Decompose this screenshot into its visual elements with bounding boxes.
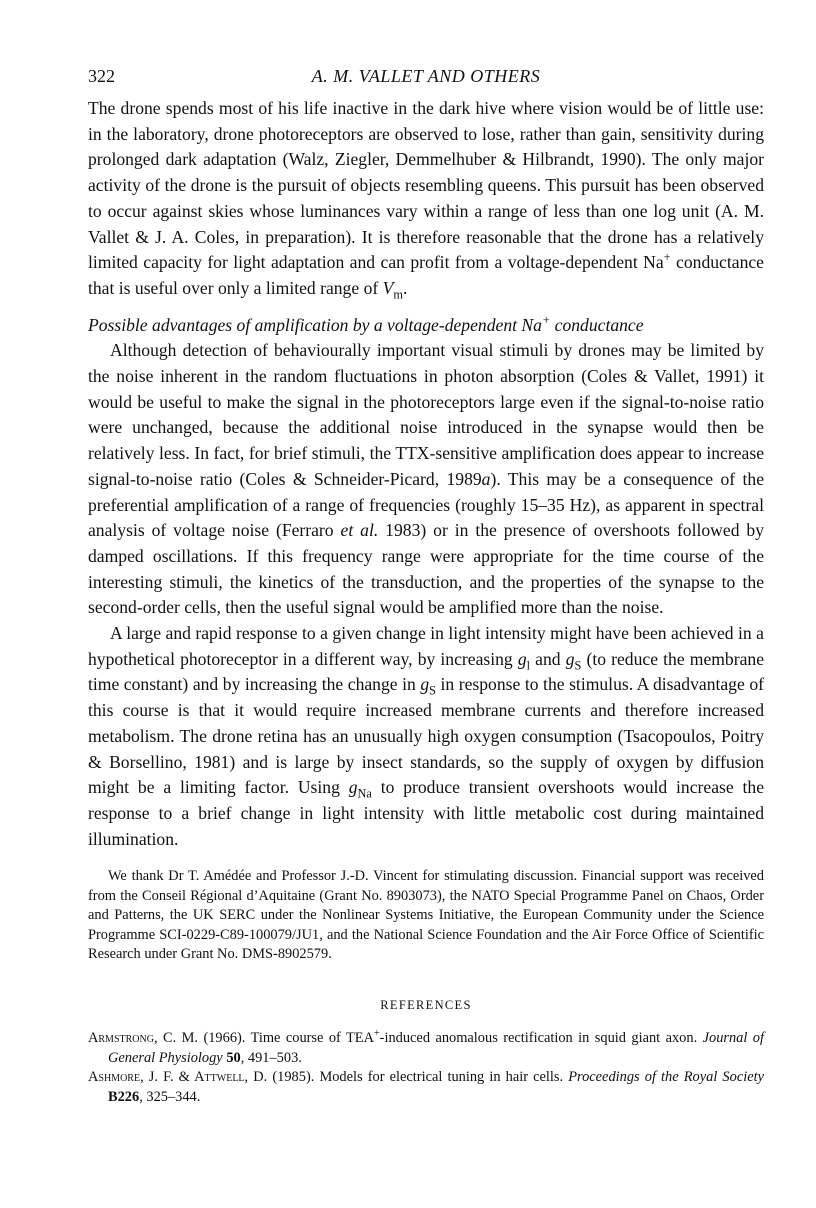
reference-list	[88, 1029, 764, 1107]
body-text	[88, 96, 764, 852]
reference-item: Ashmore, J. F. & Attwell, D. (1985). Models for electrical tuning in hair cells. Proceedings of the Royal Society B226, 325–344.	[88, 1069, 764, 1105]
reference-item: Armstrong, C. M. (1966). Time course of TEA+-induced anomalous rectification in squid giant axon. Journal of General Physiology 50, 491–503.	[88, 1028, 764, 1066]
references-title: REFERENCES	[380, 998, 472, 1013]
paragraph-drone-vision: The drone spends most of his life inactive in the dark hive where vision would be of little use: in the laboratory, drone photoreceptors are observed to lose, rather than gain, sensitivity during prolonged dark adaptation (Walz, Ziegler, Demmelhuber & Hilbrandt, 1990). The only major activity of the drone is the pursuit of objects resembling queens. This pursuit has been observed to occur against skies whose luminances vary within a range of less than one log unit (A. M. Vallet & J. A. Coles, in preparation). It is therefore reasonable that the drone has a relatively limited capacity for light adaptation and can profit from a voltage-dependent Na+ conductance that is useful over only a limited range of $V_m$.	[88, 98, 764, 302]
section-heading: Possible advantages of amplification by a voltage-dependent Na+ conductance	[88, 312, 644, 335]
acknowledgements: We thank Dr T. Amédée and Professor J.-D. Vincent for stimulating discussion. Financial support was received from the Conseil Régional d’Aquitaine (Grant No. 8903073), the NATO Special Programme Panel on Chaos, Order and Patterns, the UK SERC under the Nonlinear Systems Initiative, the European Community under the Science Programme SCI-0229-C89-100079/JU1, and the National Science Foundation and the Air Force Office of Scientific Research under Grant No. DMS-8902579.	[88, 868, 764, 963]
paragraph-metabolism: A large and rapid response to a given change in light intensity might have been achieved in a hypothetical photoreceptor in a different way, by increasing $g_l$ and $g_S$ (to reduce the membrane time constant) and by increasing the change in $g_S$ in response to the stimulus. A disadvantage of this course is that it would require increased membrane currents and therefore increased metabolism. The drone retina has an unusually high oxygen consumption (Tsacopoulos, Poitry & Borsellino, 1981) and is large by insect standards, so the supply of oxygen by diffusion might be a limiting factor. Using $g_{Na}$ to produce transient overshoots would increase the response to a brief change in light intensity with little metabolic cost during maintained illumination.	[88, 623, 765, 849]
running-head: A. M. VALLET AND OTHERS	[311, 66, 541, 86]
page-header	[88, 66, 764, 96]
page-content	[88, 66, 764, 1107]
page-number: 322	[88, 66, 115, 86]
paragraph-signal-noise: Although detection of behaviourally important visual stimuli by drones may be limited by the noise inherent in the random fluctuations in photon absorption (Coles & Vallet, 1991) it would be useful to make the signal in the photoreceptors large even if the signal-to-noise ratio were unchanged, because the additional noise introduced in the synapse would then be relatively less. In fact, for brief stimuli, the TTX-sensitive amplification does appear to increase signal-to-noise ratio (Coles & Schneider-Picard, 1989a). This may be a consequence of the preferential amplification of a range of frequencies (roughly 15–35 Hz), as apparent in spectral analysis of voltage noise (Ferraro et al. 1983) or in the presence of overshoots followed by damped oscillations. If this frequency range were appropriate for the time course of the interesting stimuli, the kinetics of the transduction, and the properties of the synapse to the second-order cells, then the useful signal would be amplified more than the noise.	[88, 340, 765, 618]
